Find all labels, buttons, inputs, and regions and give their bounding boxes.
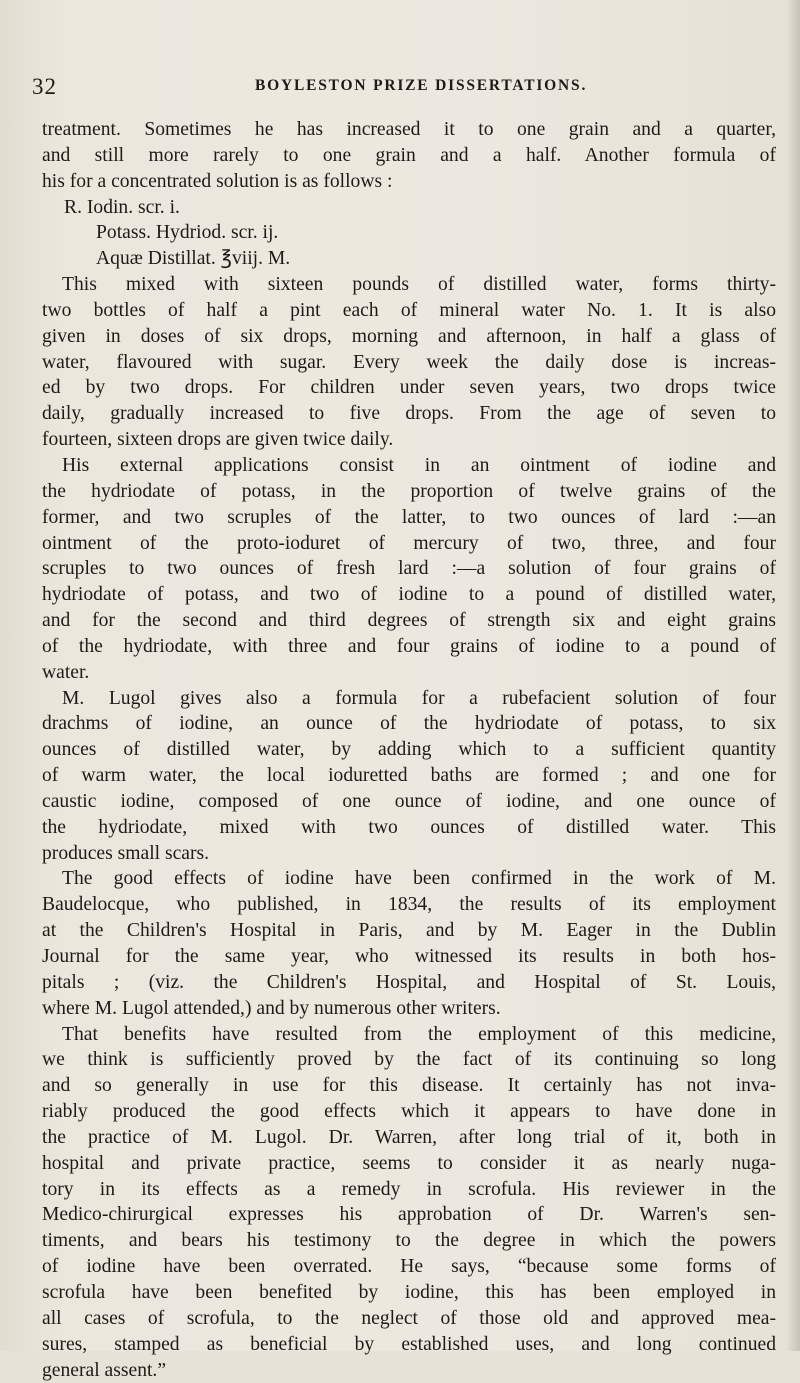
- text-line: tory in its effects as a remedy in scrofula. His reviewer in the: [42, 1177, 776, 1203]
- text-line: Potass. Hydriod. scr. ij.: [42, 220, 776, 246]
- text-line: the hydriodate of potass, in the proportion of twelve grains of the: [42, 479, 776, 505]
- text-line: Aquæ Distillat. ℥viij. M.: [42, 246, 776, 272]
- text-line: M. Lugol gives also a formula for a rubefacient solution of four: [42, 686, 776, 712]
- text-line: daily, gradually increased to five drops. From the age of seven to: [42, 401, 776, 427]
- text-line: riably produced the good effects which it appears to have done in: [42, 1099, 776, 1125]
- text-line: produces small scars.: [42, 841, 776, 867]
- text-line: and so generally in use for this disease. It certainly has not inva-: [42, 1073, 776, 1099]
- text-line: scrofula have been benefited by iodine, this has been employed in: [42, 1280, 776, 1306]
- text-line: at the Children's Hospital in Paris, and by M. Eager in the Dublin: [42, 918, 776, 944]
- text-line: we think is sufficiently proved by the fact of its continuing so long: [42, 1047, 776, 1073]
- text-line: hydriodate of potass, and two of iodine to a pound of distilled water,: [42, 582, 776, 608]
- text-line: fourteen, sixteen drops are given twice daily.: [42, 427, 776, 453]
- text-line: This mixed with sixteen pounds of distilled water, forms thirty-: [42, 272, 776, 298]
- text-line: That benefits have resulted from the employment of this medicine,: [42, 1022, 776, 1048]
- text-line: R. Iodin. scr. i.: [42, 195, 776, 221]
- text-line: drachms of iodine, an ounce of the hydriodate of potass, to six: [42, 711, 776, 737]
- text-line: timents, and bears his testimony to the degree in which the powers: [42, 1228, 776, 1254]
- text-line: former, and two scruples of the latter, to two ounces of lard :—an: [42, 505, 776, 531]
- text-line: ounces of distilled water, by adding which to a sufficient quantity: [42, 737, 776, 763]
- text-line: general assent.”: [42, 1358, 776, 1383]
- text-line: Journal for the same year, who witnessed its results in both hos-: [42, 944, 776, 970]
- text-line: caustic iodine, composed of one ounce of iodine, and one ounce of: [42, 789, 776, 815]
- text-line: The good effects of iodine have been confirmed in the work of M.: [42, 866, 776, 892]
- page-edge-shadow: [786, 0, 800, 1351]
- text-line: ed by two drops. For children under seven years, two drops twice: [42, 375, 776, 401]
- text-line: treatment. Sometimes he has increased it to one grain and a quarter,: [42, 117, 776, 143]
- page-header: [30, 70, 770, 98]
- body-text: [42, 117, 776, 1383]
- text-line: all cases of scrofula, to the neglect of those old and approved mea-: [42, 1306, 776, 1332]
- running-head: BOYLESTON PRIZE DISSERTATIONS.: [255, 77, 587, 95]
- text-line: his for a concentrated solution is as follows :: [42, 169, 776, 195]
- text-line: water, flavoured with sugar. Every week the daily dose is increas-: [42, 350, 776, 376]
- text-line: of warm water, the local ioduretted baths are formed ; and one for: [42, 763, 776, 789]
- text-line: ointment of the proto-ioduret of mercury of two, three, and four: [42, 531, 776, 557]
- text-line: of the hydriodate, with three and four grains of iodine to a pound of: [42, 634, 776, 660]
- text-line: of iodine have been overrated. He says, “because some forms of: [42, 1254, 776, 1280]
- text-line: Medico-chirurgical expresses his approbation of Dr. Warren's sen-: [42, 1202, 776, 1228]
- text-line: the practice of M. Lugol. Dr. Warren, after long trial of it, both in: [42, 1125, 776, 1151]
- text-line: where M. Lugol attended,) and by numerous other writers.: [42, 996, 776, 1022]
- text-line: and for the second and third degrees of strength six and eight grains: [42, 608, 776, 634]
- page-number: 32: [32, 74, 57, 100]
- text-line: water.: [42, 660, 776, 686]
- text-line: hospital and private practice, seems to consider it as nearly nuga-: [42, 1151, 776, 1177]
- text-line: scruples to two ounces of fresh lard :—a solution of four grains of: [42, 556, 776, 582]
- text-line: two bottles of half a pint each of mineral water No. 1. It is also: [42, 298, 776, 324]
- text-line: pitals ; (viz. the Children's Hospital, and Hospital of St. Louis,: [42, 970, 776, 996]
- text-line: His external applications consist in an ointment of iodine and: [42, 453, 776, 479]
- text-line: given in doses of six drops, morning and afternoon, in half a glass of: [42, 324, 776, 350]
- text-line: Baudelocque, who published, in 1834, the results of its employment: [42, 892, 776, 918]
- text-line: the hydriodate, mixed with two ounces of distilled water. This: [42, 815, 776, 841]
- text-line: sures, stamped as beneficial by established uses, and long continued: [42, 1332, 776, 1358]
- text-line: and still more rarely to one grain and a half. Another formula of: [42, 143, 776, 169]
